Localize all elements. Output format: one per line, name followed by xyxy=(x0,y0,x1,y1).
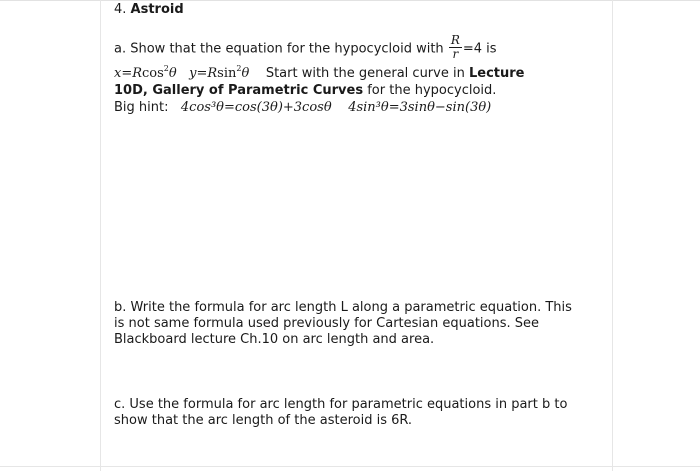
top-border xyxy=(0,0,700,1)
start-text: Start with the general curve in xyxy=(265,66,465,81)
y-equation: y=Rsin$^2$θ xyxy=(189,64,250,81)
part-c-line-2: show that the arc length of the asteroid is 6R. xyxy=(114,413,413,428)
ratio-numerator: R xyxy=(450,33,460,47)
part-a-line-3 xyxy=(114,83,496,99)
hint-sin-identity: 4sin³θ=3sinθ−sin(3θ) xyxy=(348,100,492,115)
part-b-line-3: Blackboard lecture Ch.10 on arc length and area. xyxy=(114,332,435,347)
x-equation: x=Rcos$^2$θ xyxy=(114,64,177,81)
hint-label: Big hint: xyxy=(114,100,169,115)
problem-heading xyxy=(114,2,184,17)
ratio-denominator: r xyxy=(452,47,459,61)
lecture-tail: for the hypocycloid. xyxy=(367,83,497,98)
part-a-hint xyxy=(114,100,491,116)
right-border xyxy=(612,0,613,471)
bottom-border xyxy=(0,466,700,467)
lecture-ref-1: Lecture xyxy=(468,66,525,81)
hint-cos-identity: 4cos³θ=cos(3θ)+3cosθ xyxy=(180,100,332,115)
part-a-line-1 xyxy=(114,33,497,62)
part-a-intro: a. Show that the equation for the hypocycloid with xyxy=(114,41,444,57)
ratio-tail: =4 is xyxy=(462,41,497,57)
problem-number: 4. xyxy=(114,2,127,17)
problem-title: Astroid xyxy=(130,2,184,17)
part-b-line-1: b. Write the formula for arc length L along a parametric equation. This xyxy=(114,300,572,315)
lecture-ref-2: 10D, Gallery of Parametric Curves xyxy=(114,83,364,98)
ratio-fraction xyxy=(449,34,462,60)
part-b-line-2: is not same formula used previously for Cartesian equations. See xyxy=(114,316,540,331)
part-a-line-2 xyxy=(114,66,525,82)
part-c-line-1: c. Use the formula for arc length for parametric equations in part b to xyxy=(114,397,568,412)
left-border xyxy=(100,0,101,471)
